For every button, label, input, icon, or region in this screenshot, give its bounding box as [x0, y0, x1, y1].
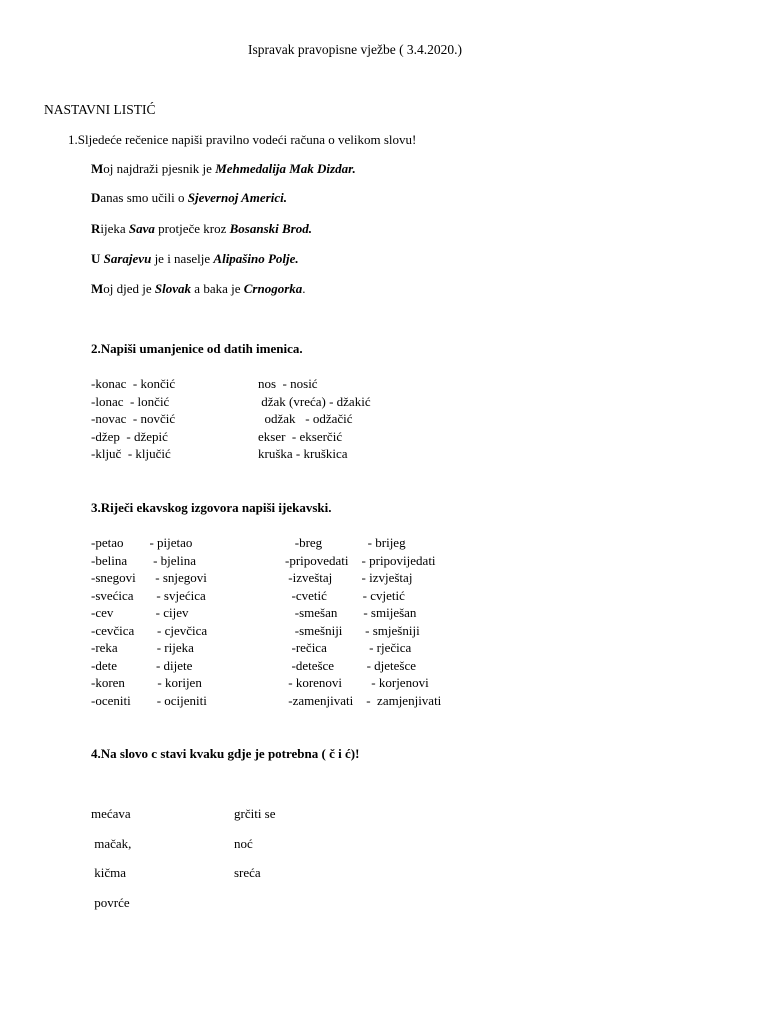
- sentence-part-t1: anas smo učili o: [100, 190, 188, 205]
- diminutive-left-item: -konac - končić: [91, 376, 176, 391]
- sentence-part-b1: Mehmedalija Mak Dizdar.: [215, 161, 356, 176]
- sentence-part-cap: R: [91, 221, 101, 236]
- sentence-part-cap: M: [91, 161, 104, 176]
- ijekavian-left-item: -cevčica - cjevčica: [91, 622, 208, 638]
- ijekavian-left-item: -reka - rijeka: [91, 640, 194, 655]
- word-right-item: sreća: [234, 865, 261, 880]
- diminutive-left-item: -novac - novčić: [91, 411, 176, 426]
- ijekavian-right-item: -breg - brijeg: [285, 535, 406, 550]
- sentence-part-cap: M: [91, 281, 104, 296]
- sentence-part-t2: a baka je: [191, 281, 244, 296]
- sentence-part-cap: D: [91, 190, 101, 205]
- ijekavian-right-item: -pripovedati - pripovijedati: [285, 552, 436, 568]
- task1-sentence: [91, 221, 312, 237]
- ijekavian-right-item: -cvetić - cvjetić: [285, 587, 405, 603]
- ijekavian-left-item: -petao - pijetao: [91, 535, 193, 550]
- diminutive-left-item: -lonac - lončić: [91, 393, 170, 409]
- sentence-part-cap: U: [91, 251, 101, 266]
- diminutive-right-item: nos - nosić: [258, 376, 318, 391]
- sentence-part-b2: Alipašino Polje.: [213, 251, 299, 266]
- diminutive-right-item: kruška - kruškica: [258, 446, 348, 461]
- ijekavian-right-item: -smešan - smiješan: [285, 605, 417, 620]
- sentence-part-b2: Crnogorka: [243, 281, 303, 296]
- ijekavian-left-item: -cev - cijev: [91, 605, 189, 620]
- sentence-part-b1: Sava: [128, 221, 155, 236]
- sentence-part-t2: je i naselje: [151, 251, 214, 266]
- ijekavian-right-item: -zamenjivati - zamjenjivati: [285, 692, 442, 708]
- page-title: Ispravak pravopisne vježbe ( 3.4.2020.): [248, 42, 463, 57]
- diminutive-right-item: ekser - ekserčić: [258, 428, 343, 444]
- task4-heading: 4.Na slovo c stavi kvaku gdje je potrebna ( č i ć)!: [91, 746, 360, 761]
- word-left-item: povrće: [91, 894, 130, 910]
- word-right-item: noć: [234, 835, 253, 851]
- task1-instruction: 1.Sljedeće rečenice napiši pravilno vodeći računa o velikom slovu!: [68, 132, 417, 147]
- word-left-item: mećava: [91, 806, 131, 821]
- ijekavian-left-item: -dete - dijete: [91, 657, 193, 673]
- task2-heading: 2.Napiši umanjenice od datih imenica.: [91, 341, 303, 356]
- task1-sentence: [91, 190, 287, 206]
- ijekavian-right-item: -smešniji - smješniji: [285, 622, 420, 638]
- sentence-part-t3: .: [302, 281, 306, 296]
- sentence-part-b1: Sjevernoj Americi.: [187, 190, 287, 205]
- ijekavian-right-item: -rečica - rječica: [285, 640, 412, 655]
- ijekavian-left-item: -svećica - svjećica: [91, 587, 206, 603]
- sentence-part-b2: Bosanski Brod.: [229, 221, 312, 236]
- diminutive-right-item: odžak - odžačić: [258, 411, 353, 426]
- task1-sentence: [91, 281, 306, 297]
- task3-heading: 3.Riječi ekavskog izgovora napiši ijekavski.: [91, 500, 332, 515]
- diminutive-right-item: džak (vreća) - džakić: [258, 393, 371, 409]
- sentence-part-b1: Sarajevu: [103, 251, 152, 266]
- word-right-item: grčiti se: [234, 806, 276, 821]
- sentence-part-t2: protječe kroz: [154, 221, 230, 236]
- ijekavian-left-item: -snegovi - snjegovi: [91, 570, 207, 585]
- task1-sentence: [91, 161, 356, 177]
- sentence-part-t1: oj djed je: [103, 281, 155, 296]
- task1-sentence: [91, 251, 299, 267]
- ijekavian-right-item: -detešce - djetešce: [285, 657, 417, 673]
- word-left-item: kičma: [91, 865, 127, 880]
- sentence-part-b1: Slovak: [154, 281, 192, 296]
- sentence-part-t1: ijeka: [100, 221, 129, 236]
- worksheet-subtitle: NASTAVNI LISTIĆ: [44, 102, 156, 117]
- ijekavian-right-item: -izveštaj - izvještaj: [285, 570, 413, 585]
- ijekavian-left-item: -koren - korijen: [91, 675, 202, 690]
- diminutive-left-item: -ključ - ključić: [91, 446, 171, 461]
- ijekavian-left-item: -belina - bjelina: [91, 552, 197, 568]
- word-left-item: mačak,: [91, 835, 132, 851]
- sentence-part-t1: oj najdraži pjesnik je: [103, 161, 216, 176]
- ijekavian-left-item: -oceniti - ocijeniti: [91, 692, 207, 708]
- diminutive-left-item: -džep - džepić: [91, 428, 168, 444]
- ijekavian-right-item: - korenovi - korjenovi: [285, 675, 429, 690]
